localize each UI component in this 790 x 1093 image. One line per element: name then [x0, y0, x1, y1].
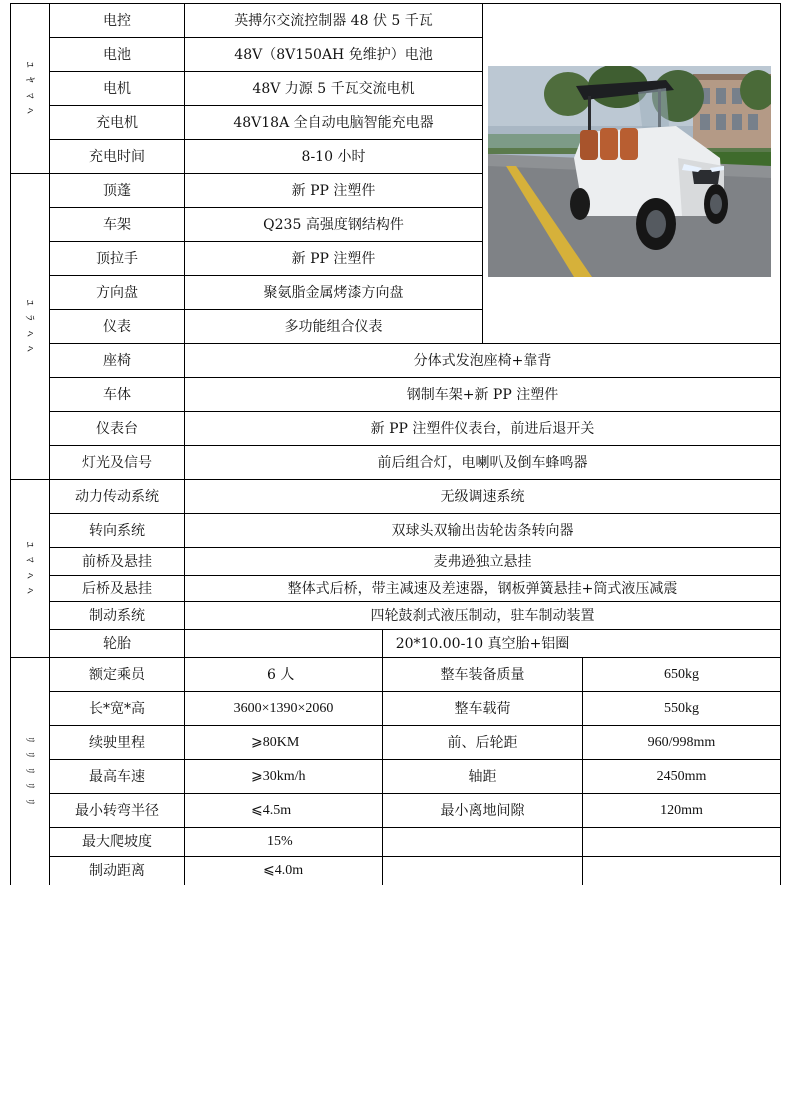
- param-label: 最大爬坡度: [82, 834, 152, 850]
- spec-value: 新 PP 注塑件: [291, 182, 376, 199]
- spec-value: 钢制车架+新 PP 注塑件: [406, 386, 559, 403]
- spec-label: 顶拉手: [96, 250, 138, 267]
- spec-value: 多功能组合仪表: [284, 318, 383, 335]
- golf-cart-photo-icon: [488, 66, 771, 277]
- spec-value: 48V（8V150AH 免维护）电池: [234, 46, 433, 63]
- spec-label: 制动系统: [89, 607, 145, 624]
- param-label: 整车装备质量: [440, 666, 525, 683]
- param-label: 额定乘员: [89, 666, 145, 683]
- spec-label: 后桥及悬挂: [82, 580, 152, 597]
- rule: [482, 3, 483, 344]
- param-value: 120mm: [660, 802, 703, 818]
- spec-label: 转向系统: [89, 522, 145, 539]
- param-value: [583, 828, 780, 856]
- spec-label: 仪表: [103, 318, 131, 335]
- spec-label: 车架: [103, 216, 131, 233]
- spec-label: 座椅: [103, 352, 131, 369]
- param-value: 960/998mm: [647, 734, 716, 750]
- param-label: 前、后轮距: [447, 734, 518, 751]
- spec-value: 48V18A 全自动电脑智能充电器: [233, 114, 434, 131]
- spec-value: 四轮鼓刹式液压制动，驻车制动装置: [370, 607, 595, 624]
- spec-label: 顶蓬: [103, 182, 131, 199]
- spec-value: 整体式后桥，带主减速及差速器，钢板弹簧悬挂+筒式液压减震: [287, 580, 678, 597]
- param-label: 制动距离: [89, 863, 145, 879]
- spec-value: 麦弗逊独立悬挂: [433, 553, 532, 570]
- param-value: 650kg: [664, 666, 699, 682]
- spec-label: 充电时间: [89, 148, 145, 165]
- param-value: ⩽4.0m: [263, 863, 304, 878]
- spec-value: 英搏尔交流控制器 48 伏 5 千瓦: [234, 12, 433, 29]
- spec-label: 充电机: [96, 114, 138, 131]
- spec-label: 仪表台: [96, 420, 138, 437]
- spec-value: Q235 高强度钢结构件: [263, 216, 404, 233]
- rule: [780, 3, 781, 885]
- param-label: 最高车速: [89, 768, 145, 785]
- group-label-power: ﾕ ﾔ ﾏ ﾍ: [23, 61, 37, 115]
- param-value: ⩾80KM: [251, 734, 300, 750]
- group-label-chassis: ﾕ ﾏ ﾍ ﾍ: [23, 541, 37, 595]
- spec-value: 20*10.00-10 真空胎+铝圈: [395, 635, 570, 652]
- group-label-body: ﾕ ﾗ ﾍ ﾍ: [23, 299, 37, 353]
- param-value: 6 人: [267, 666, 295, 683]
- spec-value: 聚氨脂金属烤漆方向盘: [263, 284, 404, 301]
- param-label: 轴距: [468, 768, 497, 785]
- spec-label: 动力传动系统: [75, 488, 159, 505]
- spec-value: 8-10 小时: [301, 148, 366, 165]
- spec-label: 电控: [103, 12, 131, 29]
- spec-value: 分体式发泡座椅+靠背: [413, 352, 552, 369]
- spec-sheet: [10, 3, 781, 885]
- param-label: 最小离地间隙: [440, 802, 525, 819]
- spec-label: 轮胎: [103, 635, 131, 652]
- param-value: [583, 857, 780, 885]
- param-value: 550kg: [664, 700, 699, 716]
- group-label-params: ﾘ ﾘ ﾘ ﾘ ﾘ: [23, 736, 37, 806]
- param-value: ⩾30km/h: [251, 768, 306, 784]
- spec-label: 前桥及悬挂: [82, 553, 152, 570]
- param-value: 2450mm: [656, 768, 707, 784]
- param-label: 整车载荷: [454, 700, 511, 717]
- spec-label: 车体: [103, 386, 131, 403]
- spec-value: 前后组合灯，电喇叭及倒车蜂鸣器: [377, 454, 588, 471]
- param-label: [383, 828, 582, 856]
- param-label: [383, 857, 582, 885]
- param-label: 最小转弯半径: [75, 802, 159, 819]
- spec-value: 双球头双输出齿轮齿条转向器: [391, 522, 574, 539]
- param-value: 15%: [267, 834, 293, 849]
- spec-label: 电池: [103, 46, 131, 63]
- param-label: 续驶里程: [89, 734, 145, 751]
- spec-value: 新 PP 注塑件: [291, 250, 376, 267]
- param-label: 长*宽*高: [89, 700, 145, 717]
- spec-value: 新 PP 注塑件仪表台，前进后退开关: [370, 420, 595, 437]
- spec-label: 灯光及信号: [82, 454, 152, 471]
- spec-value: 48V 力源 5 千瓦交流电机: [252, 80, 415, 97]
- spec-label: 方向盘: [96, 284, 138, 301]
- spec-label: 电机: [103, 80, 131, 97]
- param-value: ⩽4.5m: [251, 802, 292, 818]
- param-value: 3600×1390×2060: [233, 700, 334, 716]
- spec-value: 无级调速系统: [440, 488, 525, 505]
